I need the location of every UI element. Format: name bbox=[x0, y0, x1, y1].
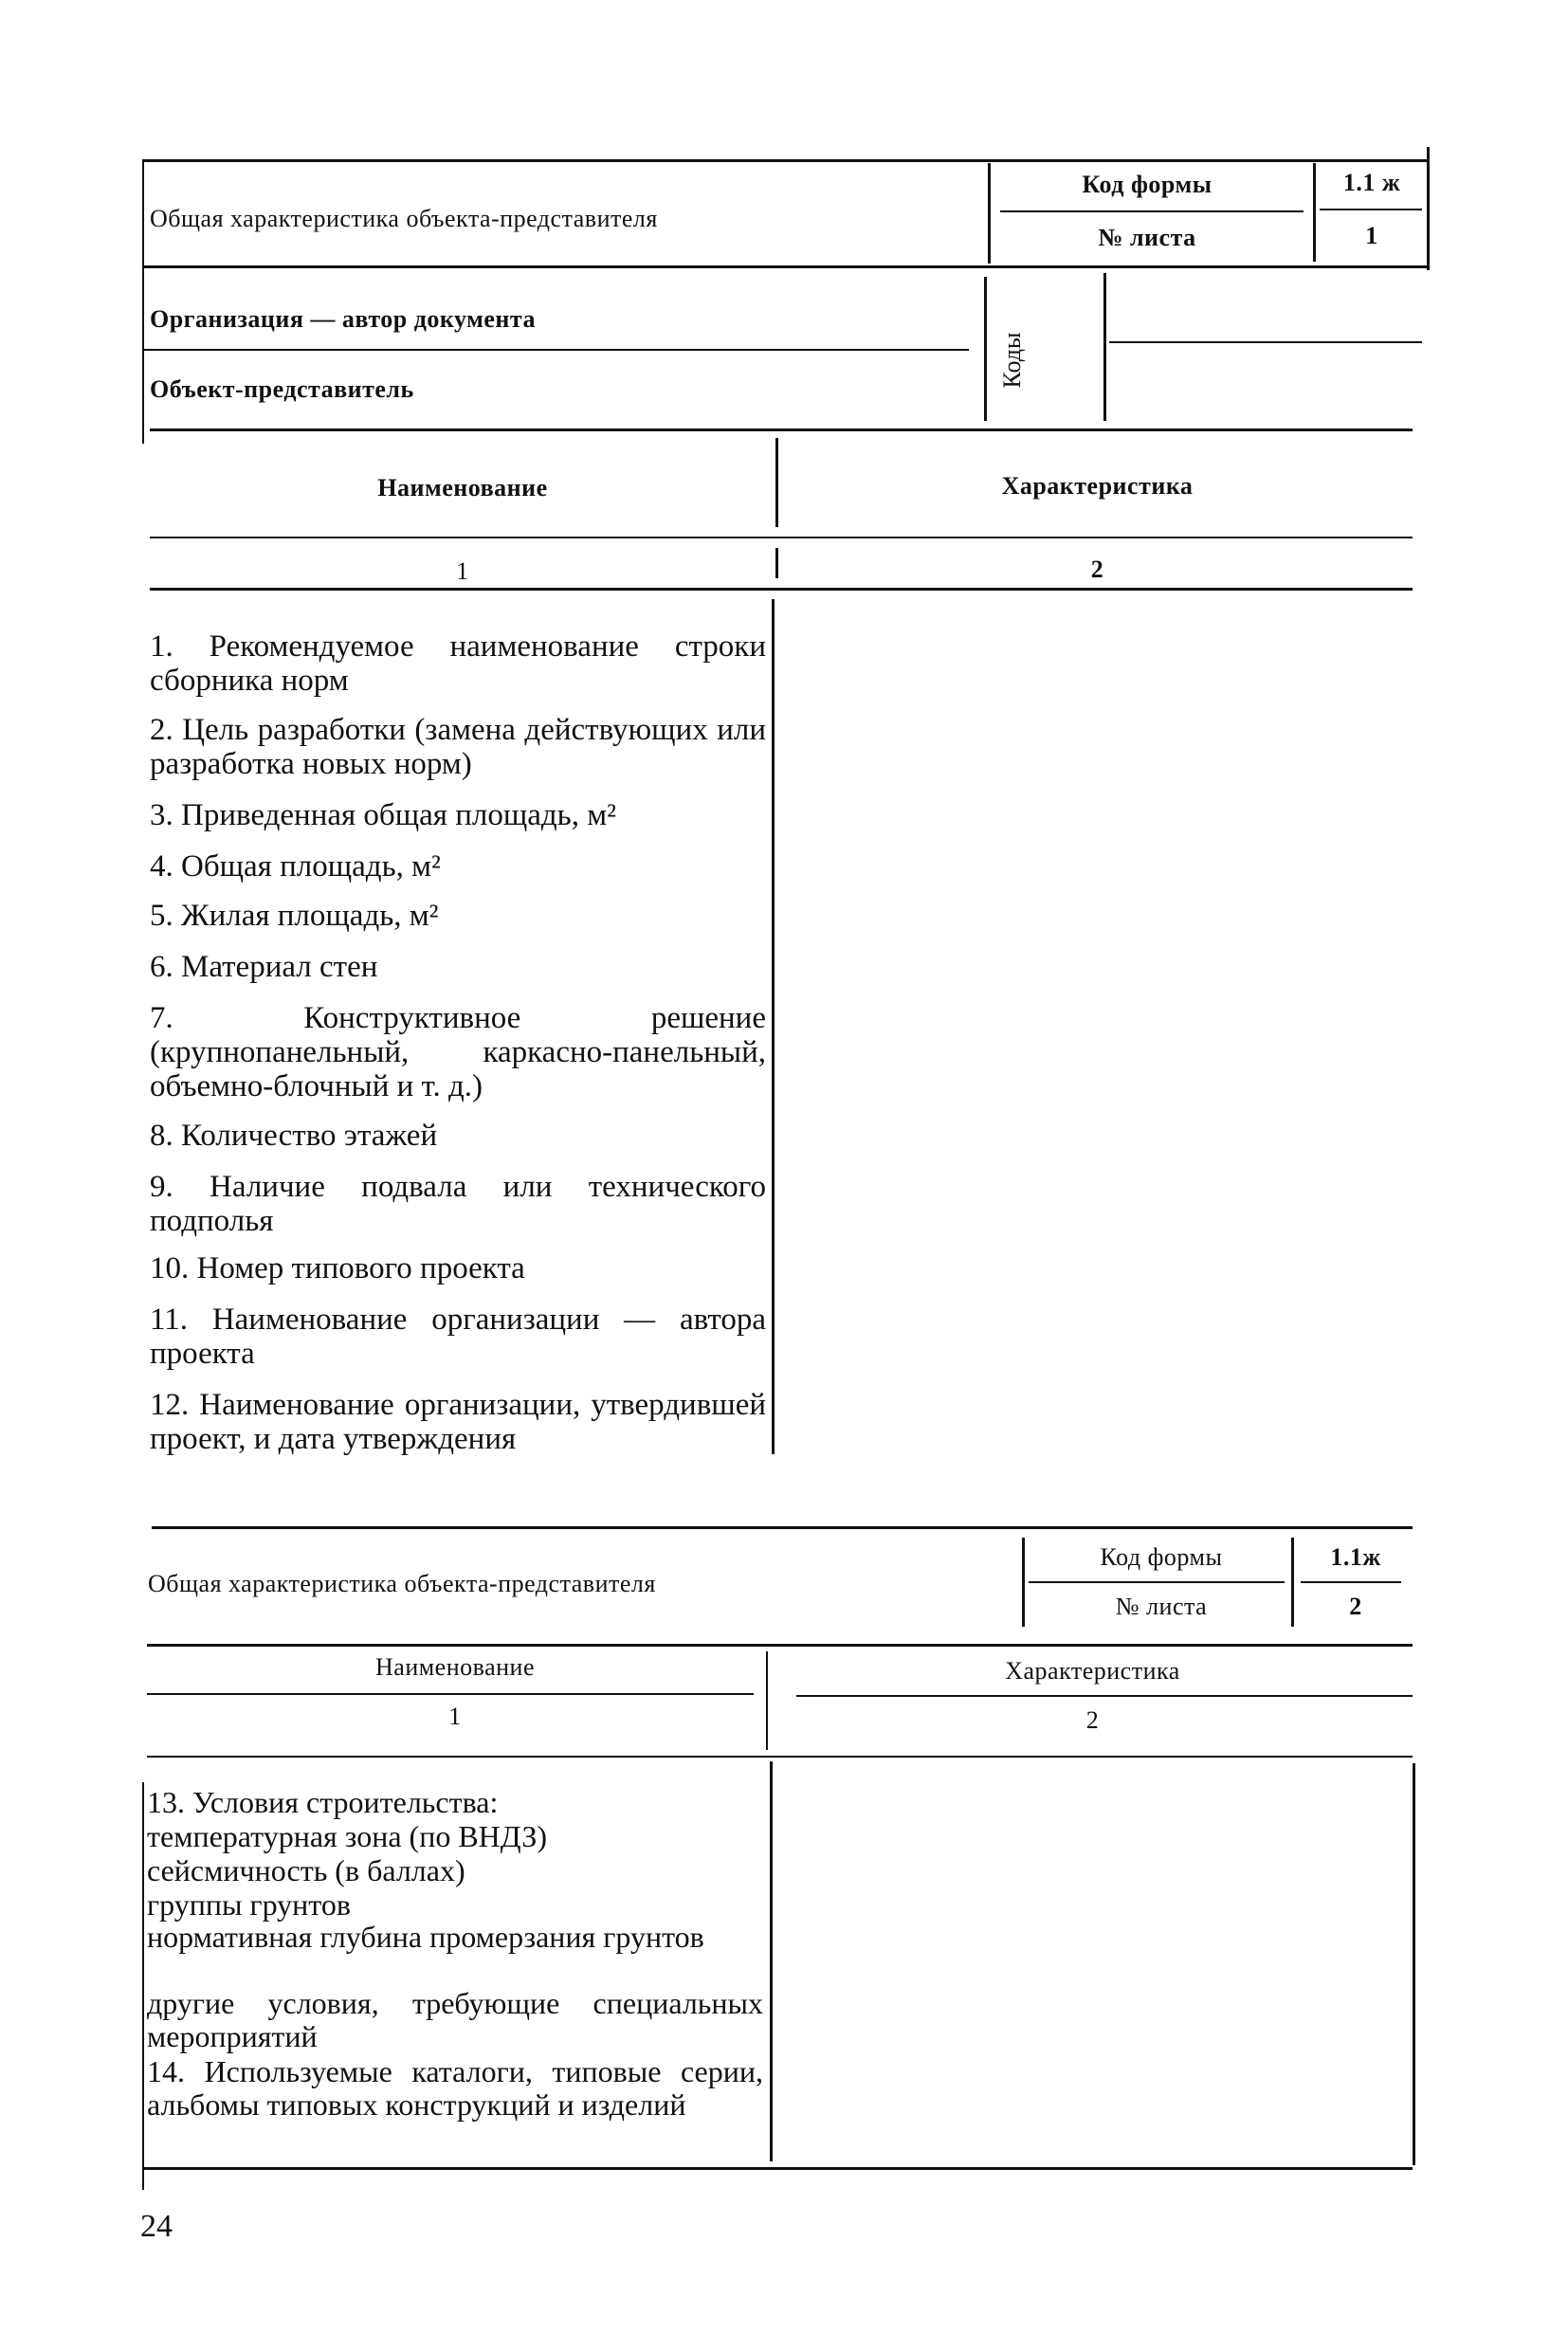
rule bbox=[144, 159, 1430, 162]
list-item: нормативная глубина промерзания грунтов bbox=[147, 1920, 704, 1954]
list-item: сейсмичность (в баллах) bbox=[147, 1853, 465, 1887]
sheet-value: 1 bbox=[1365, 222, 1378, 249]
rule bbox=[147, 1756, 1413, 1758]
rule bbox=[1301, 1581, 1401, 1583]
list-item: 9. Наличие подвала или технического подполья bbox=[150, 1170, 766, 1238]
rule bbox=[1313, 163, 1316, 262]
rule bbox=[144, 349, 969, 351]
rule bbox=[775, 548, 778, 578]
rule bbox=[796, 1695, 1413, 1697]
list-item: 1. Рекомендуемое наименование строки сборника норм bbox=[150, 629, 766, 698]
rule bbox=[988, 163, 991, 264]
object-label: Объект-представитель bbox=[150, 375, 414, 403]
rule bbox=[772, 599, 775, 1454]
rule bbox=[1427, 147, 1430, 270]
form-code-label: Код формы bbox=[1082, 171, 1212, 198]
rule bbox=[1103, 273, 1106, 421]
list-item: другие условия, требующие специальных мероприятий bbox=[147, 1986, 763, 2053]
rule bbox=[144, 265, 1430, 268]
rule bbox=[150, 537, 1413, 538]
list-item: 6. Материал стен bbox=[150, 950, 378, 984]
rule bbox=[1413, 1763, 1415, 2165]
list-item: 13. Условия строительства: bbox=[147, 1785, 499, 1819]
rule bbox=[142, 2167, 1413, 2170]
col-number-2: 2 bbox=[1090, 556, 1104, 583]
col-name-header: Наименование bbox=[377, 474, 548, 501]
col-number-2: 2 bbox=[1085, 1706, 1100, 1734]
rule bbox=[150, 588, 1413, 591]
sheet-value: 2 bbox=[1349, 1593, 1362, 1620]
form-title: Общая характеристика объекта-представителя bbox=[150, 205, 658, 232]
list-item: 2. Цель разработки (замена действующих или разработка новых норм) bbox=[150, 713, 766, 781]
col-char-header: Характеристика bbox=[1001, 472, 1194, 500]
rule bbox=[770, 1761, 773, 2161]
sheet-label: № листа bbox=[1098, 224, 1196, 251]
page-number: 24 bbox=[140, 2209, 173, 2244]
col-number-1: 1 bbox=[448, 1703, 462, 1730]
list-item: 8. Количество этажей bbox=[150, 1119, 438, 1153]
rule bbox=[984, 277, 987, 421]
org-label: Организация — автор документа bbox=[150, 305, 536, 333]
list-item: температурная зона (по ВНДЗ) bbox=[147, 1819, 548, 1853]
col-name-header: Наименование bbox=[375, 1653, 535, 1681]
col-char-header: Характеристика bbox=[1005, 1657, 1180, 1685]
rule bbox=[142, 159, 144, 444]
form-code-value: 1.1 ж bbox=[1342, 169, 1401, 196]
list-item: группы грунтов bbox=[147, 1887, 351, 1922]
rule bbox=[150, 428, 1413, 431]
list-item: 3. Приведенная общая площадь, м² bbox=[150, 798, 617, 832]
col-number-1: 1 bbox=[456, 557, 469, 585]
codes-label: Коды bbox=[998, 332, 1026, 389]
list-item: 7. Конструктивное решение (крупнопанельный, каркасно-панельный, объемно-блочный и т. д.) bbox=[150, 1001, 766, 1103]
rule bbox=[142, 1782, 144, 2190]
rule bbox=[1029, 1581, 1285, 1583]
rule bbox=[1000, 210, 1304, 212]
rule bbox=[766, 1651, 768, 1750]
list-item: 4. Общая площадь, м² bbox=[150, 849, 441, 884]
rule bbox=[1291, 1538, 1294, 1627]
rule bbox=[1109, 341, 1422, 343]
sheet-label: № листа bbox=[1115, 1593, 1208, 1620]
rule bbox=[147, 1644, 1413, 1647]
rule bbox=[1022, 1538, 1025, 1627]
list-item: 10. Номер типового проекта bbox=[150, 1251, 525, 1285]
list-item: 12. Наименование организации, утвердившей проект, и дата утверждения bbox=[150, 1388, 766, 1456]
form-code-value: 1.1ж bbox=[1330, 1543, 1381, 1571]
rule bbox=[775, 438, 778, 527]
rule bbox=[152, 1526, 1413, 1529]
form-code-label: Код формы bbox=[1100, 1543, 1223, 1571]
rule bbox=[1320, 209, 1422, 210]
rule bbox=[147, 1693, 754, 1695]
list-item: 11. Наименование организации — автора проекта bbox=[150, 1303, 766, 1371]
form-title: Общая характеристика объекта-представителя bbox=[148, 1570, 656, 1597]
list-item: 14. Используемые каталоги, типовые серии, альбомы типовых конструкций и изделий bbox=[147, 2054, 763, 2122]
list-item: 5. Жилая площадь, м² bbox=[150, 899, 439, 933]
